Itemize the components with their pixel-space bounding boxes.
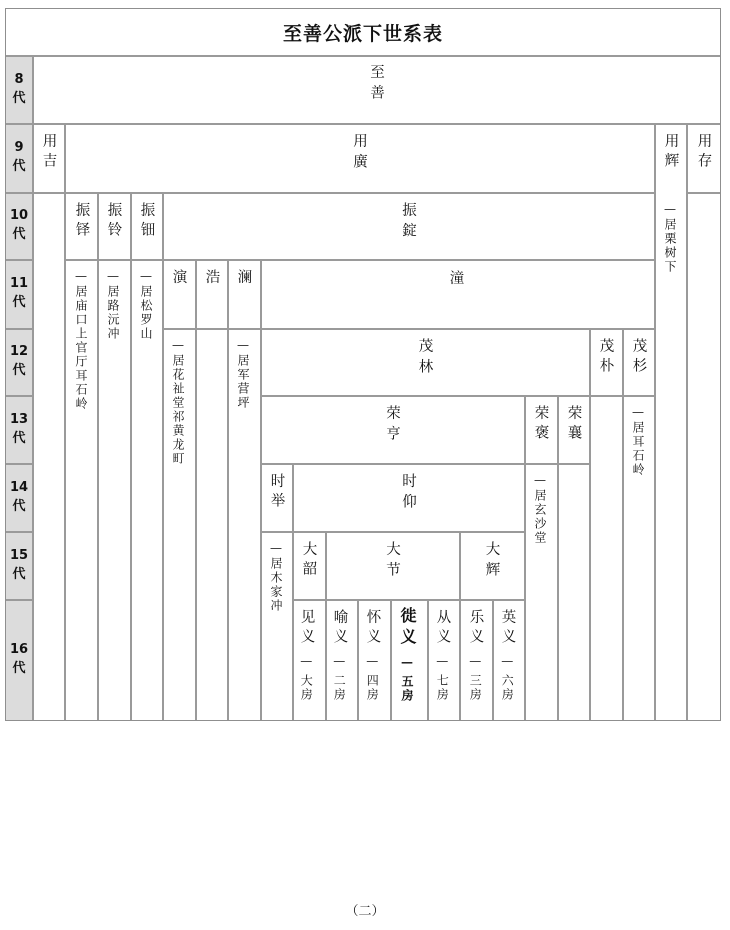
- generation-number: 11: [9, 276, 29, 292]
- row-divider: [260, 531, 524, 533]
- generation-number: 16: [9, 642, 29, 658]
- row-divider: [64, 259, 162, 261]
- person-yongcun: 用存: [695, 133, 712, 172]
- column-divider: [64, 123, 66, 720]
- house-label: 七房: [435, 674, 450, 702]
- house-label: 二房: [332, 674, 347, 702]
- person-name: 大节: [384, 541, 400, 582]
- house-label: 五房: [400, 675, 414, 703]
- row-divider: [6, 192, 32, 194]
- residence-note-maoshan: —居耳石岭: [631, 405, 645, 477]
- generation-suffix: 代: [12, 227, 26, 242]
- person-yongji: 用吉: [40, 133, 57, 172]
- house-label: —: [400, 655, 414, 671]
- person-name: 英义: [499, 609, 516, 648]
- person-name: 从义: [434, 609, 451, 648]
- row-divider: [260, 395, 654, 397]
- house-label: 四房: [365, 674, 380, 702]
- person-dajie: [325, 541, 459, 588]
- column-divider: [357, 599, 359, 720]
- person-maopu: 茂朴: [597, 338, 614, 377]
- house-label: —: [365, 654, 380, 670]
- person-maolin: [260, 338, 589, 385]
- person-leyi: [468, 609, 483, 702]
- person-zhishan: [32, 64, 720, 111]
- person-name: 大辉: [483, 541, 500, 582]
- person-hao: 浩: [203, 269, 220, 289]
- row-divider: [292, 599, 524, 601]
- row-divider: [32, 192, 64, 194]
- house-label: 六房: [500, 674, 515, 702]
- person-name: 徙义: [398, 607, 417, 649]
- row-divider: [6, 55, 720, 57]
- column-divider: [589, 328, 591, 720]
- generation-label-9: [6, 124, 32, 192]
- person-zhending: [162, 202, 654, 249]
- house-label: 大房: [299, 674, 314, 702]
- row-divider: [6, 531, 32, 533]
- house-label: —: [332, 654, 347, 670]
- column-divider: [97, 192, 99, 720]
- person-congyi: [435, 609, 450, 702]
- generation-suffix: 代: [12, 661, 26, 676]
- generation-number: 10: [9, 208, 29, 224]
- person-dahui: [459, 541, 524, 588]
- person-yingyi: [500, 609, 515, 702]
- column-divider: [390, 599, 392, 720]
- column-divider: [557, 395, 559, 720]
- person-name: 乐义: [467, 609, 484, 648]
- person-xiyi: [399, 607, 415, 703]
- person-maoshan: 茂杉: [630, 338, 647, 377]
- generation-number: 12: [9, 344, 29, 360]
- house-label: —: [299, 654, 314, 670]
- person-yonghui: 用辉: [662, 133, 679, 172]
- person-huaiyi: [365, 609, 380, 702]
- generation-suffix: 代: [12, 90, 26, 106]
- generation-suffix: 代: [12, 159, 26, 174]
- person-lan: 澜: [235, 269, 252, 289]
- generation-label-8: [6, 56, 32, 123]
- person-shiyang: [292, 473, 524, 520]
- generation-label-15: [6, 532, 32, 599]
- person-name: 潼: [449, 271, 465, 287]
- generation-label-11: [6, 260, 32, 328]
- person-rongheng: [260, 405, 524, 452]
- generation-label-14: [6, 464, 32, 531]
- person-yuyi: [332, 609, 347, 702]
- house-label: —: [500, 654, 515, 670]
- residence-note-rongbao: —居玄沙堂: [533, 473, 547, 545]
- person-rongnang: 荣襄: [565, 405, 582, 444]
- generation-number: 15: [9, 547, 29, 563]
- residence-note-yonghui: —居栗树下: [663, 202, 677, 274]
- person-name: 喻义: [331, 609, 348, 648]
- person-dashao: 大韶: [300, 541, 317, 580]
- house-label: —: [468, 654, 483, 670]
- page-number: （二）: [345, 904, 385, 919]
- generation-label-12: [6, 329, 32, 395]
- person-shiju: 时举: [268, 473, 285, 512]
- residence-note-zhendian: —居松罗山: [139, 269, 153, 341]
- person-jianyi: [299, 609, 314, 702]
- residence-note-yan: —居花祉堂祁黄龙町: [171, 338, 185, 466]
- person-name: 怀义: [364, 609, 381, 648]
- row-divider: [6, 328, 32, 330]
- column-divider: [130, 192, 132, 720]
- row-divider: [6, 123, 720, 125]
- row-divider: [524, 463, 589, 465]
- generation-label-10: [6, 193, 32, 259]
- row-divider: [64, 192, 654, 194]
- residence-note-zhenduo: —居庙口上官厅耳石岭: [74, 269, 88, 411]
- generation-number: 14: [9, 479, 29, 495]
- person-zhenduo: 振铎: [73, 202, 90, 241]
- row-divider: [6, 599, 32, 601]
- column-divider: [492, 599, 494, 720]
- person-yongguang: [64, 133, 654, 180]
- generation-suffix: 代: [12, 295, 26, 310]
- person-zhenling: 振铃: [105, 202, 122, 241]
- table-title: 至善公派下世系表: [282, 22, 443, 45]
- column-divider: [686, 123, 688, 720]
- column-divider: [162, 192, 164, 720]
- person-name: 振錠: [400, 202, 416, 243]
- generation-number: 13: [9, 411, 29, 427]
- person-rongbao: 荣褒: [532, 405, 549, 444]
- column-divider: [32, 55, 34, 720]
- generation-suffix: 代: [12, 363, 26, 378]
- generation-suffix: 代: [12, 498, 26, 514]
- residence-note-lan: —居军营坪: [236, 338, 250, 410]
- person-tong: [260, 269, 654, 289]
- residence-note-shiju: —居木家冲: [269, 541, 283, 613]
- residence-note-zhenling: —居路沅冲: [106, 269, 120, 341]
- generation-suffix: 代: [12, 566, 26, 582]
- house-label: —: [435, 654, 450, 670]
- generation-label-16: [6, 600, 32, 720]
- generation-number: 9: [14, 140, 24, 156]
- person-name: 用廣: [351, 133, 367, 174]
- column-divider: [654, 123, 656, 720]
- column-divider: [427, 599, 429, 720]
- person-name: 时仰: [400, 473, 416, 514]
- column-divider: [622, 328, 624, 720]
- person-name: 荣亨: [384, 405, 400, 446]
- row-divider: [162, 328, 654, 330]
- person-yan: 演: [170, 269, 187, 289]
- column-divider: [524, 395, 526, 720]
- person-name: 茂林: [416, 338, 433, 379]
- row-divider: [6, 259, 32, 261]
- generation-label-13: [6, 396, 32, 463]
- row-divider: [6, 395, 32, 397]
- person-name: 至善: [368, 64, 384, 105]
- person-name: 见义: [298, 609, 315, 648]
- row-divider: [162, 259, 654, 261]
- row-divider: [686, 192, 720, 194]
- house-label: 三房: [468, 674, 483, 702]
- genealogy-table: [5, 8, 721, 721]
- generation-number: 8: [14, 71, 24, 87]
- generation-suffix: 代: [12, 430, 26, 446]
- person-zhendian: 振钿: [138, 202, 155, 241]
- row-divider: [6, 463, 32, 465]
- row-divider: [260, 463, 524, 465]
